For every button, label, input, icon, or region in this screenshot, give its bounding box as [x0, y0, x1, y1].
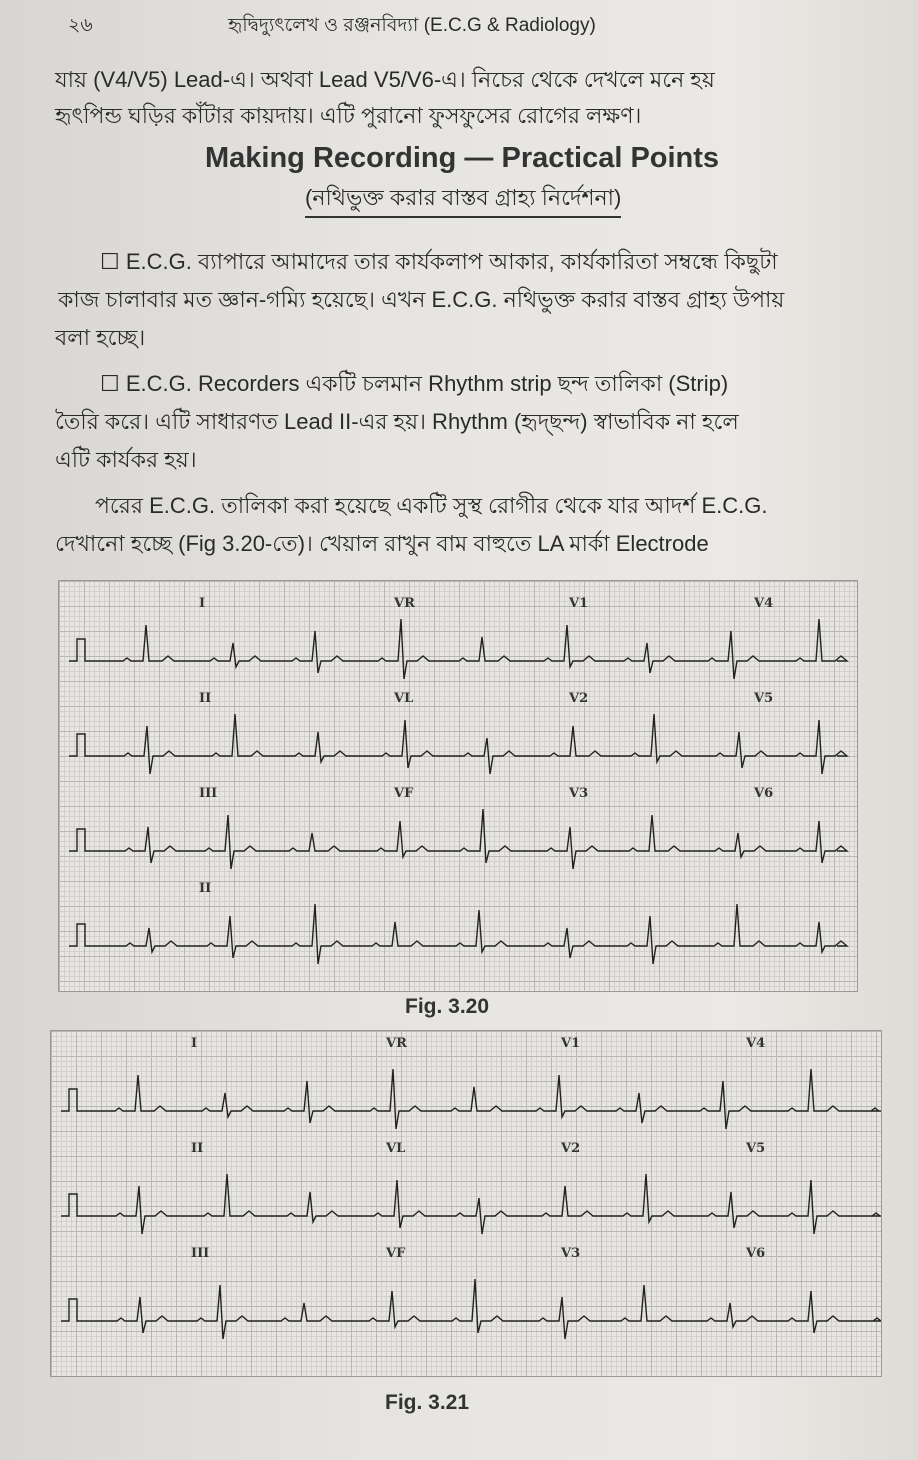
- lead-label: VF: [394, 786, 414, 801]
- header-title: হৃদ্বিদ্যুৎলেখ ও রঞ্জনবিদ্যা (E.C.G & Radiology): [228, 15, 596, 36]
- text-line: ☐ E.C.G. ব্যাপারে আমাদের তার কার্যকলাপ আকার, কার্যকারিতা সম্বন্ধে কিছুটা: [100, 249, 778, 274]
- figure-caption: Fig. 3.21: [385, 1391, 470, 1414]
- running-header: [68, 14, 888, 38]
- ecg-trace: [61, 1069, 881, 1129]
- lead-label: V6: [746, 1246, 766, 1261]
- lead-label: V3: [561, 1246, 581, 1261]
- lead-label: III: [191, 1246, 210, 1261]
- ecg-trace: [69, 619, 847, 679]
- lead-label: VL: [394, 691, 414, 706]
- ecg-trace: [69, 714, 847, 774]
- lead-label: V4: [754, 596, 774, 611]
- text-line: যায় (V4/V5) Lead-এ। অথবা Lead V5/V6-এ। নিচের থেকে দেখলে মনে হয়: [55, 67, 715, 92]
- text-line: হৃৎপিন্ড ঘড়ির কাঁটার কায়দায়। এটি পুরানো ফুসফুসের রোগের লক্ষণ।: [55, 103, 642, 128]
- page-number: ২৬: [68, 15, 93, 36]
- lead-label: II: [199, 881, 212, 896]
- ecg-figure-3-20: [58, 580, 858, 992]
- lead-label: VL: [386, 1141, 406, 1156]
- lead-label: V6: [754, 786, 774, 801]
- ecg-traces: [59, 581, 857, 991]
- lead-label: II: [191, 1141, 204, 1156]
- lead-label: III: [199, 786, 218, 801]
- text-line: তৈরি করে। এটি সাধারণত Lead II-এর হয়। Rhythm (হৃদ্ছন্দ) স্বাভাবিক না হলে: [55, 409, 739, 434]
- lead-label: VR: [386, 1036, 407, 1051]
- ecg-trace: [61, 1279, 881, 1339]
- lead-label: V1: [561, 1036, 581, 1051]
- text-line: পরের E.C.G. তালিকা করা হয়েছে একটি সুস্থ রোগীর থেকে যার আদর্শ E.C.G.: [95, 493, 768, 518]
- lead-label: VR: [394, 596, 415, 611]
- text-line: দেখানো হচ্ছে (Fig 3.20-তে)। খেয়াল রাখুন বাম বাহুতে LA মার্কা Electrode: [55, 531, 709, 556]
- section-subheading: (নথিভুক্ত করার বাস্তব গ্রাহ্য নির্দেশনা): [305, 184, 621, 218]
- ecg-trace: [61, 1174, 881, 1234]
- lead-label: V3: [569, 786, 589, 801]
- lead-label: V4: [746, 1036, 766, 1051]
- text-line: এটি কার্যকর হয়।: [55, 447, 197, 472]
- text-line: ☐ E.C.G. Recorders একটি চলমান Rhythm strip ছন্দ তালিকা (Strip): [100, 371, 729, 396]
- lead-label: V5: [746, 1141, 766, 1156]
- lead-label: II: [199, 691, 212, 706]
- ecg-trace: [69, 904, 847, 964]
- lead-label: V5: [754, 691, 774, 706]
- text-line: কাজ চালাবার মত জ্ঞান-গম্যি হয়েছে। এখন E.C.G. নথিভুক্ত করার বাস্তব গ্রাহ্য উপায়: [58, 287, 785, 312]
- figure-caption: Fig. 3.20: [405, 995, 490, 1018]
- lead-label: V2: [569, 691, 589, 706]
- lead-label: I: [191, 1036, 198, 1051]
- ecg-traces: [51, 1031, 881, 1376]
- lead-label: VF: [386, 1246, 406, 1261]
- text-line: বলা হচ্ছে।: [55, 325, 146, 350]
- ecg-figure-3-21: [50, 1030, 882, 1377]
- lead-label: I: [199, 596, 206, 611]
- lead-label: V2: [561, 1141, 581, 1156]
- ecg-trace: [69, 809, 847, 869]
- section-heading: Making Recording — Practical Points: [205, 142, 720, 174]
- lead-label: V1: [569, 596, 589, 611]
